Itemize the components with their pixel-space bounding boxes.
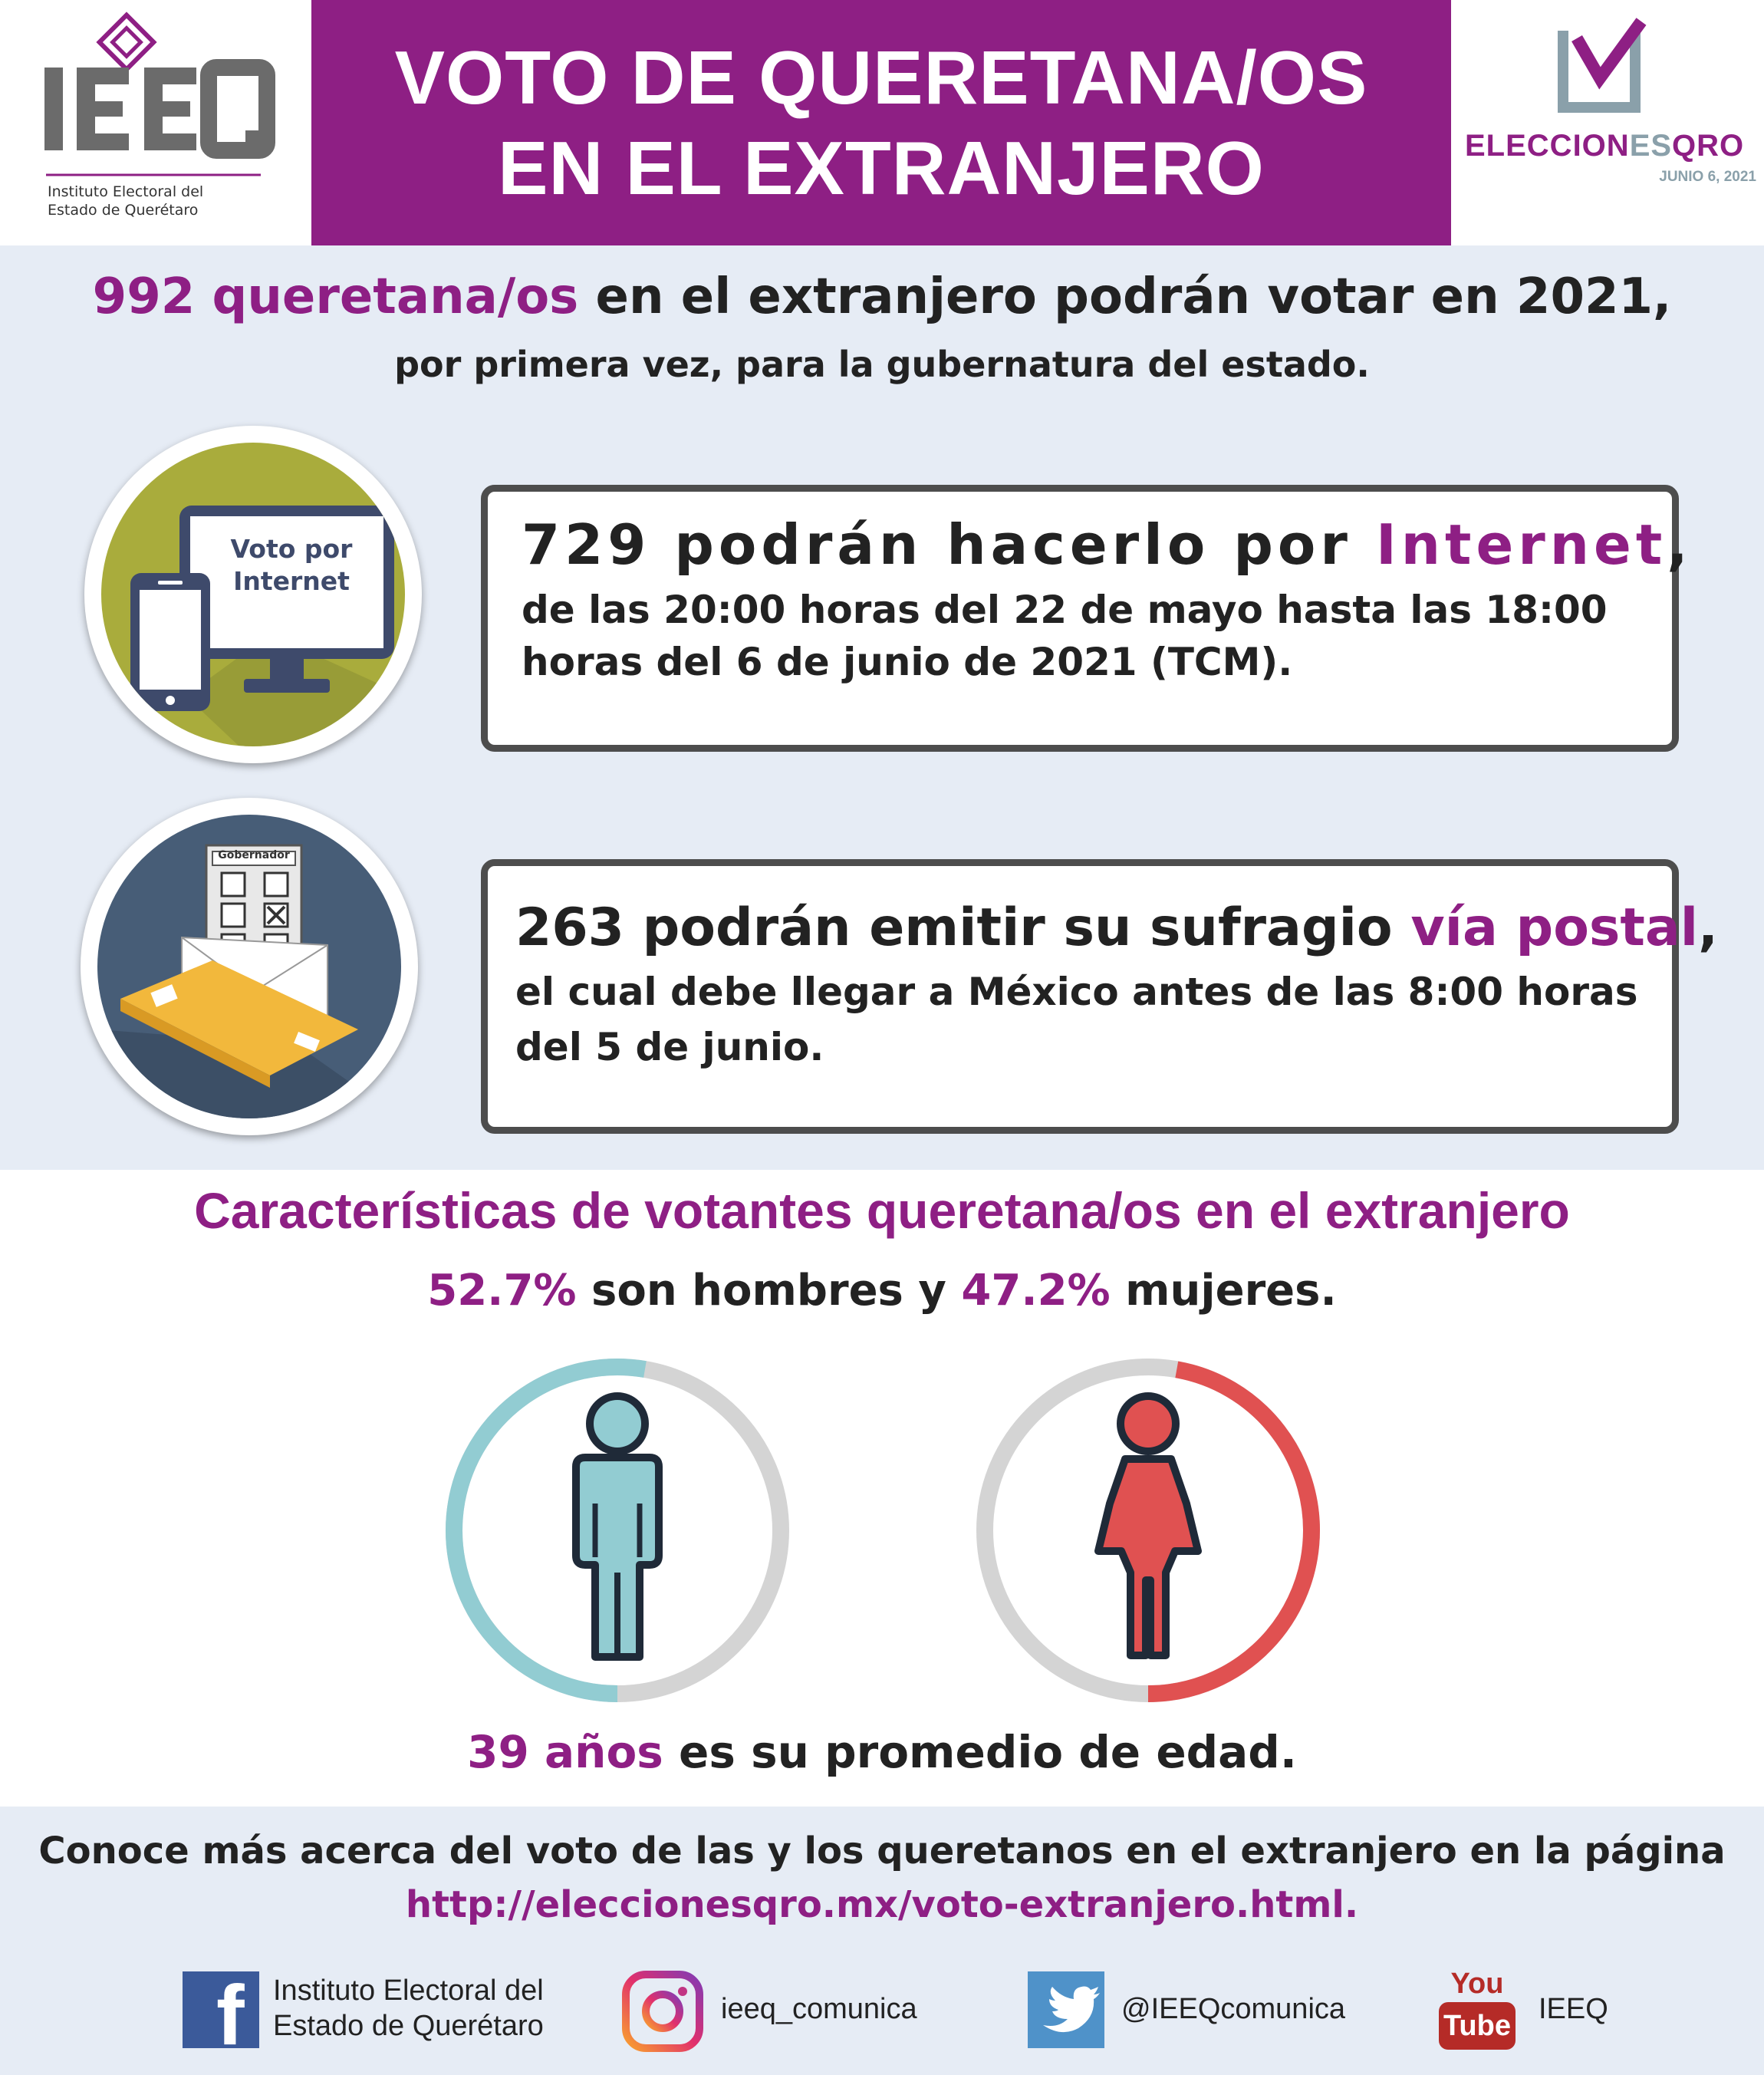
facebook-label-line2: Estado de Querétaro xyxy=(273,2010,544,2042)
facebook-label[interactable] xyxy=(273,1973,580,2044)
women-donut xyxy=(968,1350,1328,1711)
logo-date: JUNIO 6, 2021 xyxy=(1659,169,1756,185)
men-percentage: 52.7% xyxy=(427,1266,577,1316)
intro-rest: en el extranjero podrán votar en 2021, xyxy=(578,268,1672,325)
ieeq-caption-line2: Estado de Querétaro xyxy=(48,202,199,219)
more-info-text: Conoce más acerca del voto de las y los queretanos en el extranjero en la página xyxy=(38,1830,1726,1872)
characteristics-title: Características de votantes queretana/os en el extranjero xyxy=(194,1182,1570,1239)
internet-lead-text: 729 podrán hacerlo por xyxy=(522,512,1376,577)
postal-vote-illustration xyxy=(81,798,418,1135)
postal-lead xyxy=(515,898,1718,958)
intro-subline: por primera vez, para la gubernatura del estado. xyxy=(394,344,1370,385)
elecciones-qro-logo xyxy=(1457,15,1756,238)
age-highlight: 39 años xyxy=(467,1726,663,1778)
youtube-icon[interactable] xyxy=(1439,1967,1516,2053)
postal-comma: , xyxy=(1698,898,1718,958)
logo-text-elecciones: ELECCION xyxy=(1465,129,1630,163)
woman-icon xyxy=(1098,1396,1198,1655)
youtube-you: You xyxy=(1450,1968,1504,2000)
internet-line3: horas del 6 de junio de 2021 (TCM). xyxy=(522,640,1293,684)
average-age xyxy=(0,1726,1764,1778)
men-text: son hombres y xyxy=(576,1266,962,1316)
page-title-line1: VOTO DE QUERETANA/OS xyxy=(394,35,1368,120)
internet-icon-label1: Voto por xyxy=(230,534,353,564)
man-icon xyxy=(576,1396,659,1657)
postal-line3: del 5 de junio. xyxy=(515,1025,824,1069)
intro-highlight: 992 queretana/os xyxy=(92,268,579,325)
internet-highlight: Internet xyxy=(1375,512,1667,577)
ieeq-logo xyxy=(31,8,276,238)
postal-line2: el cual debe llegar a México antes de las 8:00 horas xyxy=(515,970,1638,1014)
youtube-tube: Tube xyxy=(1439,2002,1516,2050)
women-text: mujeres. xyxy=(1110,1266,1337,1316)
internet-lead xyxy=(522,512,1693,577)
internet-vote-illustration xyxy=(84,426,422,763)
internet-icon-label2: Internet xyxy=(233,566,350,596)
facebook-icon[interactable]: f xyxy=(183,1971,259,2048)
page-title-line2: EN EL EXTRANJERO xyxy=(498,126,1265,210)
men-donut xyxy=(437,1350,798,1711)
postal-lead-text: 263 podrán emitir su sufragio xyxy=(515,898,1411,958)
internet-line2: de las 20:00 horas del 22 de mayo hasta las 18:00 xyxy=(522,588,1608,632)
twitter-icon[interactable] xyxy=(1028,1971,1104,2048)
intro-headline xyxy=(0,268,1764,325)
ieeq-caption-line1: Instituto Electoral del xyxy=(48,183,204,200)
age-text: es su promedio de edad. xyxy=(663,1726,1297,1778)
internet-comma: , xyxy=(1667,512,1693,577)
facebook-label-line1: Instituto Electoral del xyxy=(273,1975,544,2007)
instagram-icon[interactable] xyxy=(621,1970,704,2053)
instagram-handle[interactable]: ieeq_comunica xyxy=(721,1993,917,2025)
youtube-channel[interactable]: IEEQ xyxy=(1539,1993,1608,2025)
twitter-handle[interactable]: @IEEQcomunica xyxy=(1121,1993,1346,2025)
ballot-check-icon xyxy=(1549,15,1649,123)
postal-highlight: vía postal xyxy=(1410,898,1699,958)
ballot-label: Gobernador xyxy=(218,849,290,861)
title-banner xyxy=(311,0,1451,245)
logo-text-qro: QRO xyxy=(1672,129,1745,163)
women-percentage: 47.2% xyxy=(961,1266,1111,1316)
voto-extranjero-link[interactable]: http://eleccionesqro.mx/voto-extranjero.html. xyxy=(405,1883,1359,1926)
logo-text-es: ES xyxy=(1629,129,1673,163)
gender-summary xyxy=(0,1266,1764,1316)
